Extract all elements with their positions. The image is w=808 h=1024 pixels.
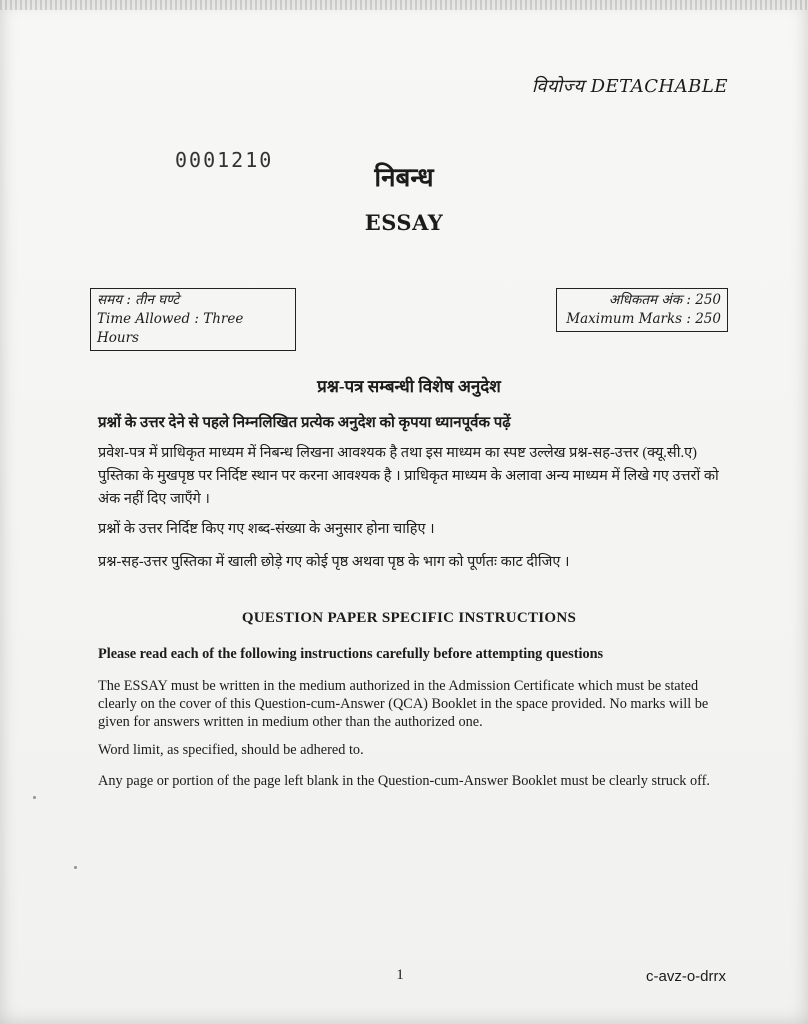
hindi-instruction-1: प्रवेश-पत्र में प्राधिकृत माध्यम में निबन्ध लिखना आवश्यक है तथा इस माध्यम का स्पष्ट उल्लेख प्रश्न-सह-उत्तर (क्यू.सी.ए) पुस्तिका के मुखपृष्ठ पर निर्दिष्ट स्थान पर करना आवश्यक है । प्राधिकृत माध्यम के अलावा अन्य माध्यम में लिखे गए उत्तरों को अंक नहीं दिए जाएँगे ।: [98, 445, 719, 507]
english-instruction-1: The ESSAY must be written in the medium authorized in the Admission Certificate which must be stated clearly on the cover of this Question-cum-Answer (QCA) Booklet in the space provided. No marks will be given for answers written in medium other than the authorized one.: [98, 678, 709, 730]
document-code: c-avz-o-drrx: [645, 968, 726, 985]
maximum-marks-english: Maximum Marks : 250: [566, 311, 721, 327]
page-number: 1: [396, 967, 404, 983]
time-allowed-box: [90, 288, 296, 351]
hindi-instructions-heading: प्रश्न-पत्र सम्बन्धी विशेष अनुदेश: [317, 377, 501, 396]
english-instruction-3: Any page or portion of the page left blank in the Question-cum-Answer Booklet must be clearly struck off.: [98, 773, 710, 789]
paper-speck: [74, 866, 77, 869]
english-instruction-2: Word limit, as specified, should be adhered to.: [98, 742, 364, 758]
hindi-instructions-lead: प्रश्नों के उत्तर देने से पहले निम्नलिखित प्रत्येक अनुदेश को कृपया ध्यानपूर्वक पढ़ें: [98, 415, 511, 431]
detachable-label: वियोज्य DETACHABLE: [531, 76, 728, 97]
english-instructions-heading: QUESTION PAPER SPECIFIC INSTRUCTIONS: [241, 610, 577, 626]
english-instructions-lead: Please read each of the following instructions carefully before attempting questions: [98, 646, 604, 662]
title-english: ESSAY: [364, 210, 444, 235]
paper-speck: [33, 796, 36, 799]
maximum-marks-box: [556, 288, 728, 332]
maximum-marks-hindi: अधिकतम अंक : 250: [608, 292, 721, 308]
perforated-edge: [0, 0, 808, 10]
title-hindi: निबन्ध: [374, 163, 434, 193]
time-allowed-hindi: समय : तीन घण्टे: [97, 292, 180, 308]
hindi-instruction-2: प्रश्नों के उत्तर निर्दिष्ट किए गए शब्द-संख्या के अनुसार होना चाहिए ।: [98, 521, 435, 537]
time-allowed-english: Time Allowed : Three Hours: [97, 311, 244, 346]
hindi-instruction-3: प्रश्न-सह-उत्तर पुस्तिका में खाली छोड़े गए कोई पृष्ठ अथवा पृष्ठ के भाग को पूर्णतः काट दीजिए ।: [98, 554, 570, 570]
paper-code: 0001210: [175, 148, 274, 172]
